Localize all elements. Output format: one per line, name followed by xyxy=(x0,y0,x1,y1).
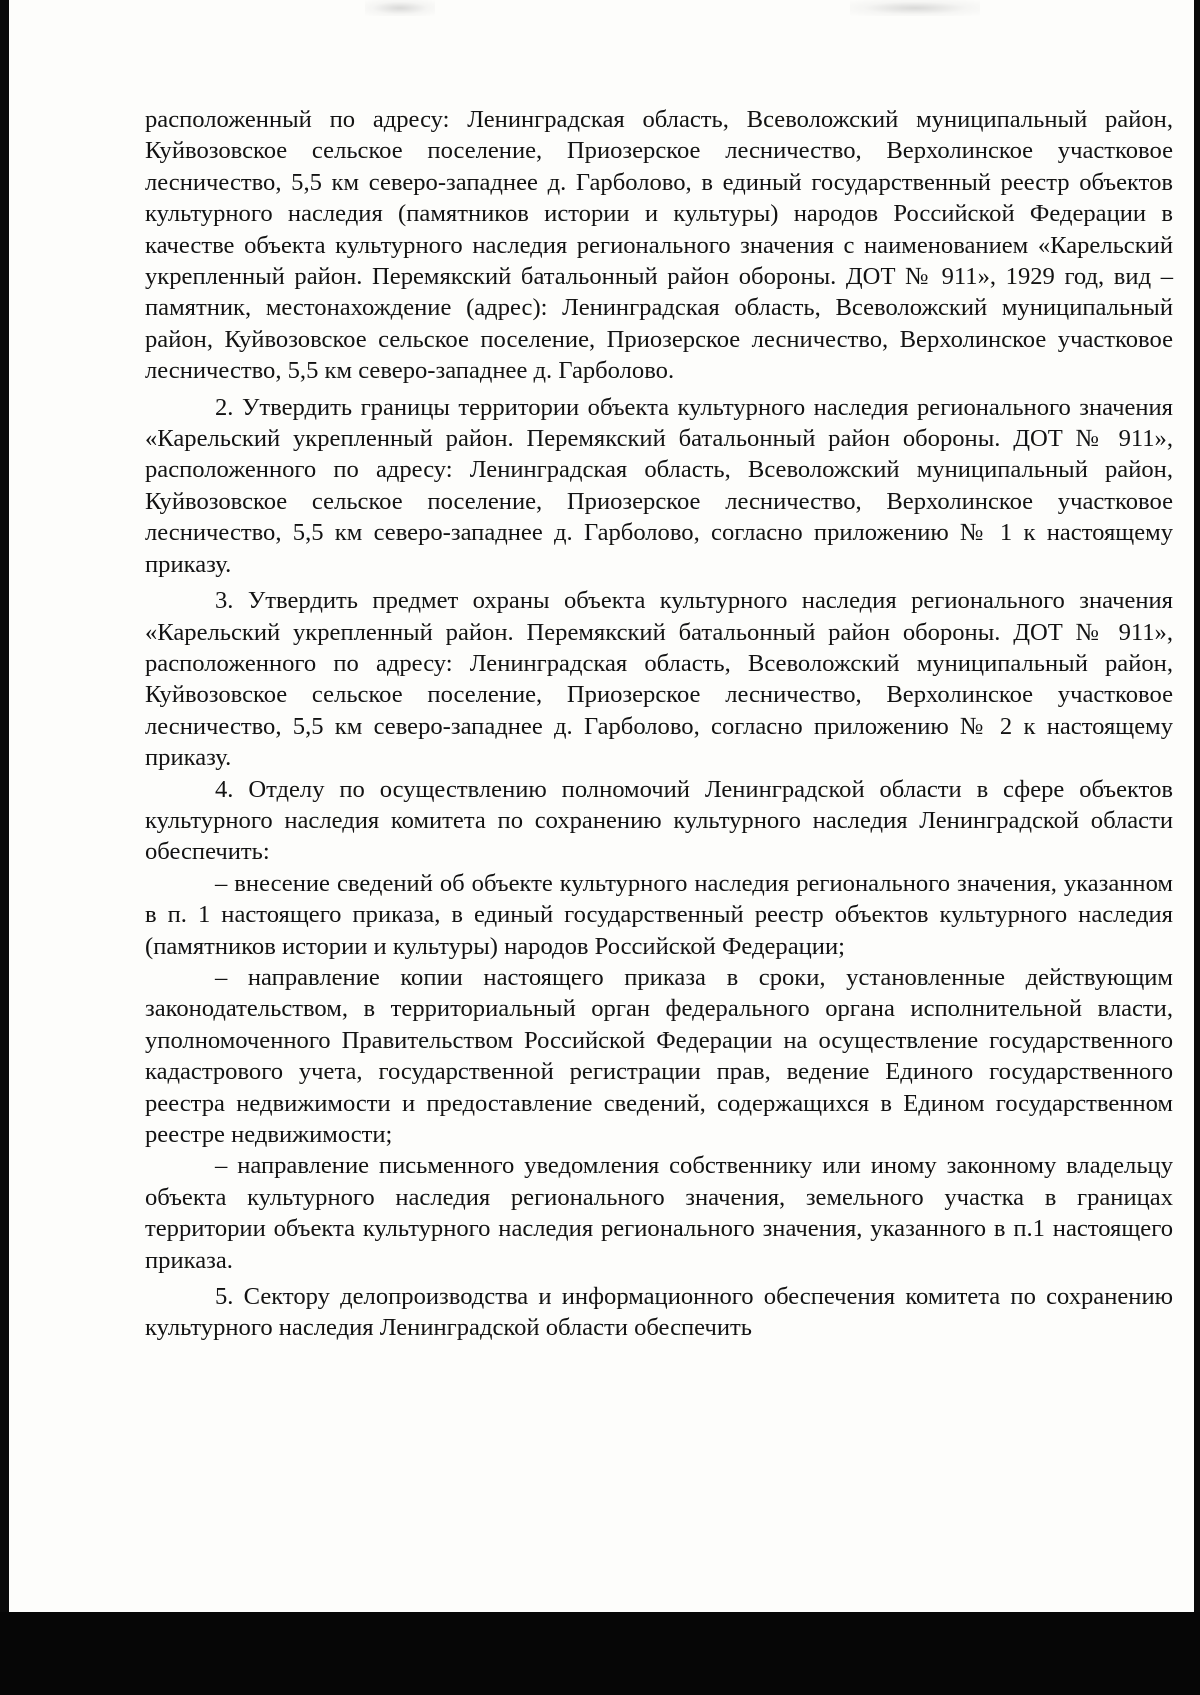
paragraph-item-5: 5. Сектору делопроизводства и информационного обеспечения комитета по сохранению культурного наследия Ленинградской области обеспечить xyxy=(145,1283,1173,1342)
scan-smudge xyxy=(365,0,435,16)
scan-border-left xyxy=(0,0,9,1695)
document-body xyxy=(145,104,1173,1344)
scan-border-bottom xyxy=(0,1612,1200,1695)
scan-smudge xyxy=(850,0,980,16)
paragraph-continuation: расположенный по адресу: Ленинградская область, Всеволожский муниципальный район, Куйвозовское сельское поселение, Приозерское лесничество, Верхолинское участковое лесничество, 5,5 км северо-западнее д. Гарболово, в единый государственный реестр объектов культурного наследия (памятников истории и культуры) народов Российской Федерации в качестве объекта культурного наследия регионального значения с наименованием «Карельский укрепленный район. Перемякский батальонный район обороны. ДОТ № 911», 1929 год, вид – памятник, местонахождение (адрес): Ленинградская область, Всеволожский муниципальный район, Куйвозовское сельское поселение, Приозерское лесничество, Верхолинское участковое лесничество, 5,5 км северо-западнее д. Гарболово. xyxy=(145,106,1173,385)
paragraph-item-3: 3. Утвердить предмет охраны объекта культурного наследия регионального значения «Карельский укрепленный район. Перемякский батальонный район обороны. ДОТ № 911», расположенного по адресу: Ленинградская область, Всеволожский муниципальный район, Куйвозовское сельское поселение, Приозерское лесничество, Верхолинское участковое лесничество, 5,5 км северо-западнее д. Гарболово, согласно приложению № 2 к настоящему приказу. xyxy=(145,587,1173,772)
paragraph-item-4-bullet-2: – направление копии настоящего приказа в сроки, установленные действующим законодательством, в территориальный орган федерального органа исполнительной власти, уполномоченного Правительством Российской Федерации на осуществление государственного кадастрового учета, государственной регистрации прав, ведение Единого государственного реестра недвижимости и предоставление сведений, содержащихся в Едином государственном реестре недвижимости; xyxy=(145,963,1173,1148)
paragraph-item-4-bullet-1: – внесение сведений об объекте культурного наследия регионального значения, указанном в п. 1 настоящего приказа, в единый государственный реестр объектов культурного наследия (памятников истории и культуры) народов Российской Федерации; xyxy=(145,869,1173,960)
paragraph-item-4: 4. Отделу по осуществлению полномочий Ленинградской области в сфере объектов культурного наследия комитета по сохранению культурного наследия Ленинградской области обеспечить: xyxy=(145,775,1173,866)
paragraph-item-4-bullet-3: – направление письменного уведомления собственнику или иному законному владельцу объекта культурного наследия регионального значения, земельного участка в границах территории объекта культурного наследия регионального значения, указанного в п.1 настоящего приказа. xyxy=(145,1152,1173,1274)
paragraph-item-2: 2. Утвердить границы территории объекта культурного наследия регионального значения «Карельский укрепленный район. Перемякский батальонный район обороны. ДОТ № 911», расположенного по адресу: Ленинградская область, Всеволожский муниципальный район, Куйвозовское сельское поселение, Приозерское лесничество, Верхолинское участковое лесничество, 5,5 км северо-западнее д. Гарболово, согласно приложению № 1 к настоящему приказу. xyxy=(145,393,1173,578)
scan-border-right xyxy=(1194,0,1200,1695)
